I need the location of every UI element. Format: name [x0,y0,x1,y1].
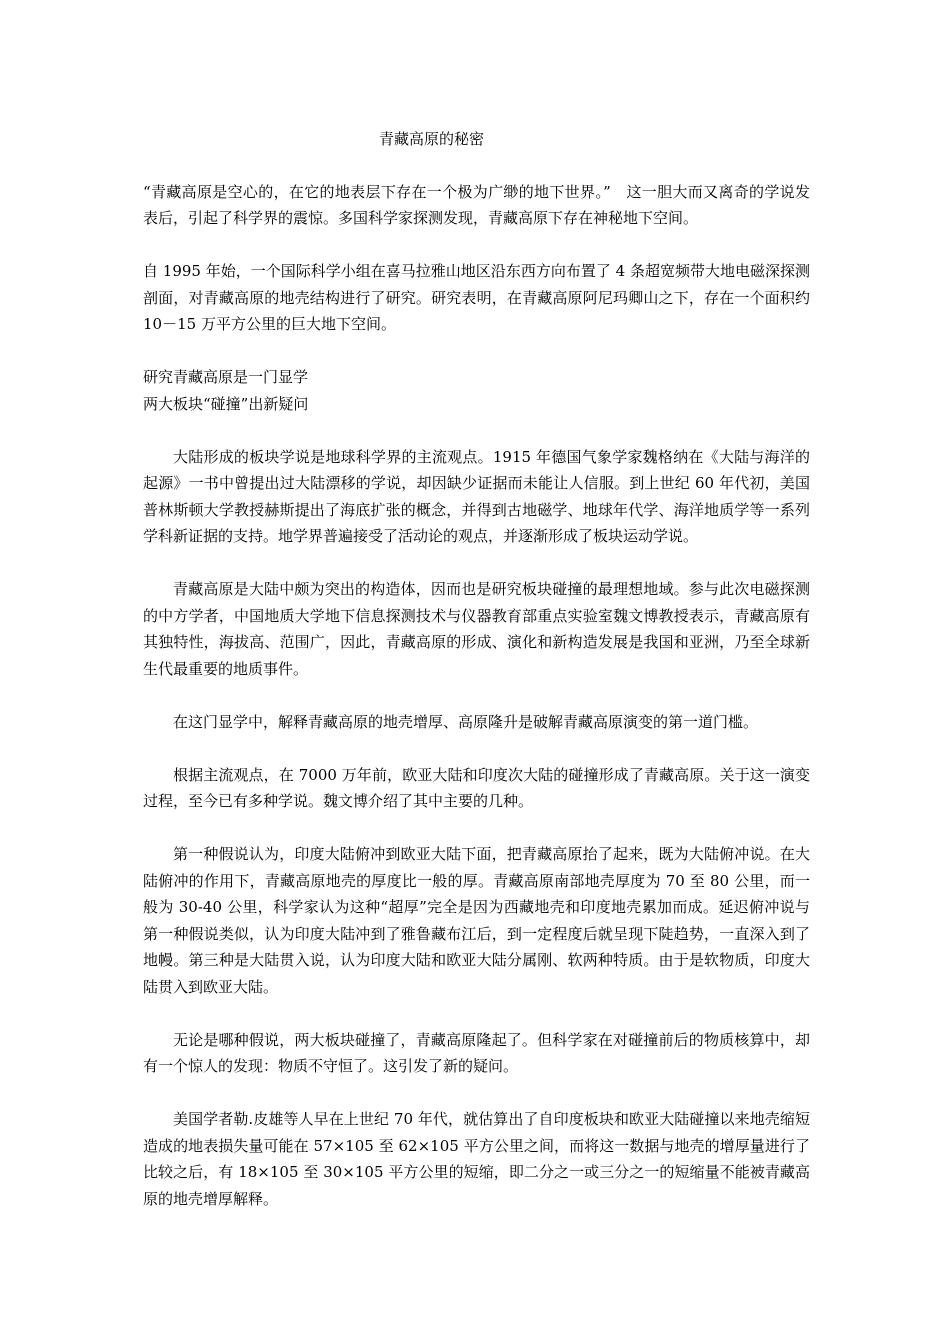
section-headings [143,364,810,417]
section-heading-2: 两大板块“碰撞”出新疑问 [143,394,309,413]
section-heading-1: 研究青藏高原是一门显学 [143,368,309,386]
intro-paragraph-2: 自 1995 年始，一个国际科学小组在喜马拉雅山地区沿东西方向布置了 4 条超宽频带大地电磁深探测剖面，对青藏高原的地壳结构进行了研究。研究表明，在青藏高原阿尼玛卿山之下，存在一个面积约 10－15 万平方公里的巨大地下空间。 [143,262,810,333]
document-body [143,126,810,1239]
body-paragraph-1: 大陆形成的板块学说是地球科学界的主流观点。1915 年德国气象学家魏格纳在《大陆与海洋的起源》一书中曾提出过大陆漂移的学说，却因缺少证据而未能让人信服。到上世纪 60 年代初，美国普林斯顿大学教授赫斯提出了海底扩张的概念，并得到古地磁学、地球年代学、海洋地质学等一系列学科新证据的支持。地学界普遍接受了活动论的观点，并逐渐形成了板块运动学说。 [143,447,810,545]
body-paragraph-2: 青藏高原是大陆中颇为突出的构造体，因而也是研究板块碰撞的最理想地域。参与此次电磁探测的中方学者，中国地质大学地下信息探测技术与仪器教育部重点实验室魏文博教授表示，青藏高原有其独特性，海拔高、范围广，因此，青藏高原的形成、演化和新构造发展是我国和亚洲，乃至全球新生代最重要的地质事件。 [143,580,810,678]
body-paragraph-4: 根据主流观点，在 7000 万年前，欧亚大陆和印度次大陆的碰撞形成了青藏高原。关于这一演变过程，至今已有多种学说。魏文博介绍了其中主要的几种。 [143,765,810,810]
body-paragraph-6: 无论是哪种假说，两大板块碰撞了，青藏高原隆起了。但科学家在对碰撞前后的物质核算中，却有一个惊人的发现：物质不守恒了。这引发了新的疑问。 [143,1030,810,1075]
intro-paragraph-1: “青藏高原是空心的，在它的地表层下存在一个极为广缈的地下世界。” 这一胆大而又离奇的学说发表后，引起了科学界的震惊。多国科学家探测发现，青藏高原下存在神秘地下空间。 [143,182,810,227]
body-paragraph-7: 美国学者勒.皮雄等人早在上世纪 70 年代，就估算出了自印度板块和欧亚大陆碰撞以来地壳缩短造成的地表损失量可能在 57×105 至 62×105 平方公里之间，而将这一数据与地壳的增厚量进行了比较之后，有 18×105 至 30×105 平方公里的短缩，即二分之一或三分之一的短缩量不能被青藏高原的地壳增厚解释。 [143,1110,810,1208]
document-title: 青藏高原的秘密 [378,130,484,148]
body-paragraph-3: 在这门显学中，解释青藏高原的地壳增厚、高原隆升是破解青藏高原演变的第一道门槛。 [173,712,759,731]
body-paragraph-5: 第一种假说认为，印度大陆俯冲到欧亚大陆下面，把青藏高原抬了起来，既为大陆俯冲说。在大陆俯冲的作用下，青藏高原地壳的厚度比一般的厚。青藏高原南部地壳厚度为 70 至 80 公里，而一般为 30-40 公里，科学家认为这种“超厚”完全是因为西藏地壳和印度地壳累加而成。延迟俯冲说与第一种假说类似，认为印度大陆冲到了雅鲁藏布江后，到一定程度后就呈现下陡趋势，一直深入到了地幔。第三种是大陆贯入说，认为印度大陆和欧亚大陆分属刚、软两种特质。由于是软物质，印度大陆贯入到欧亚大陆。 [143,845,810,996]
